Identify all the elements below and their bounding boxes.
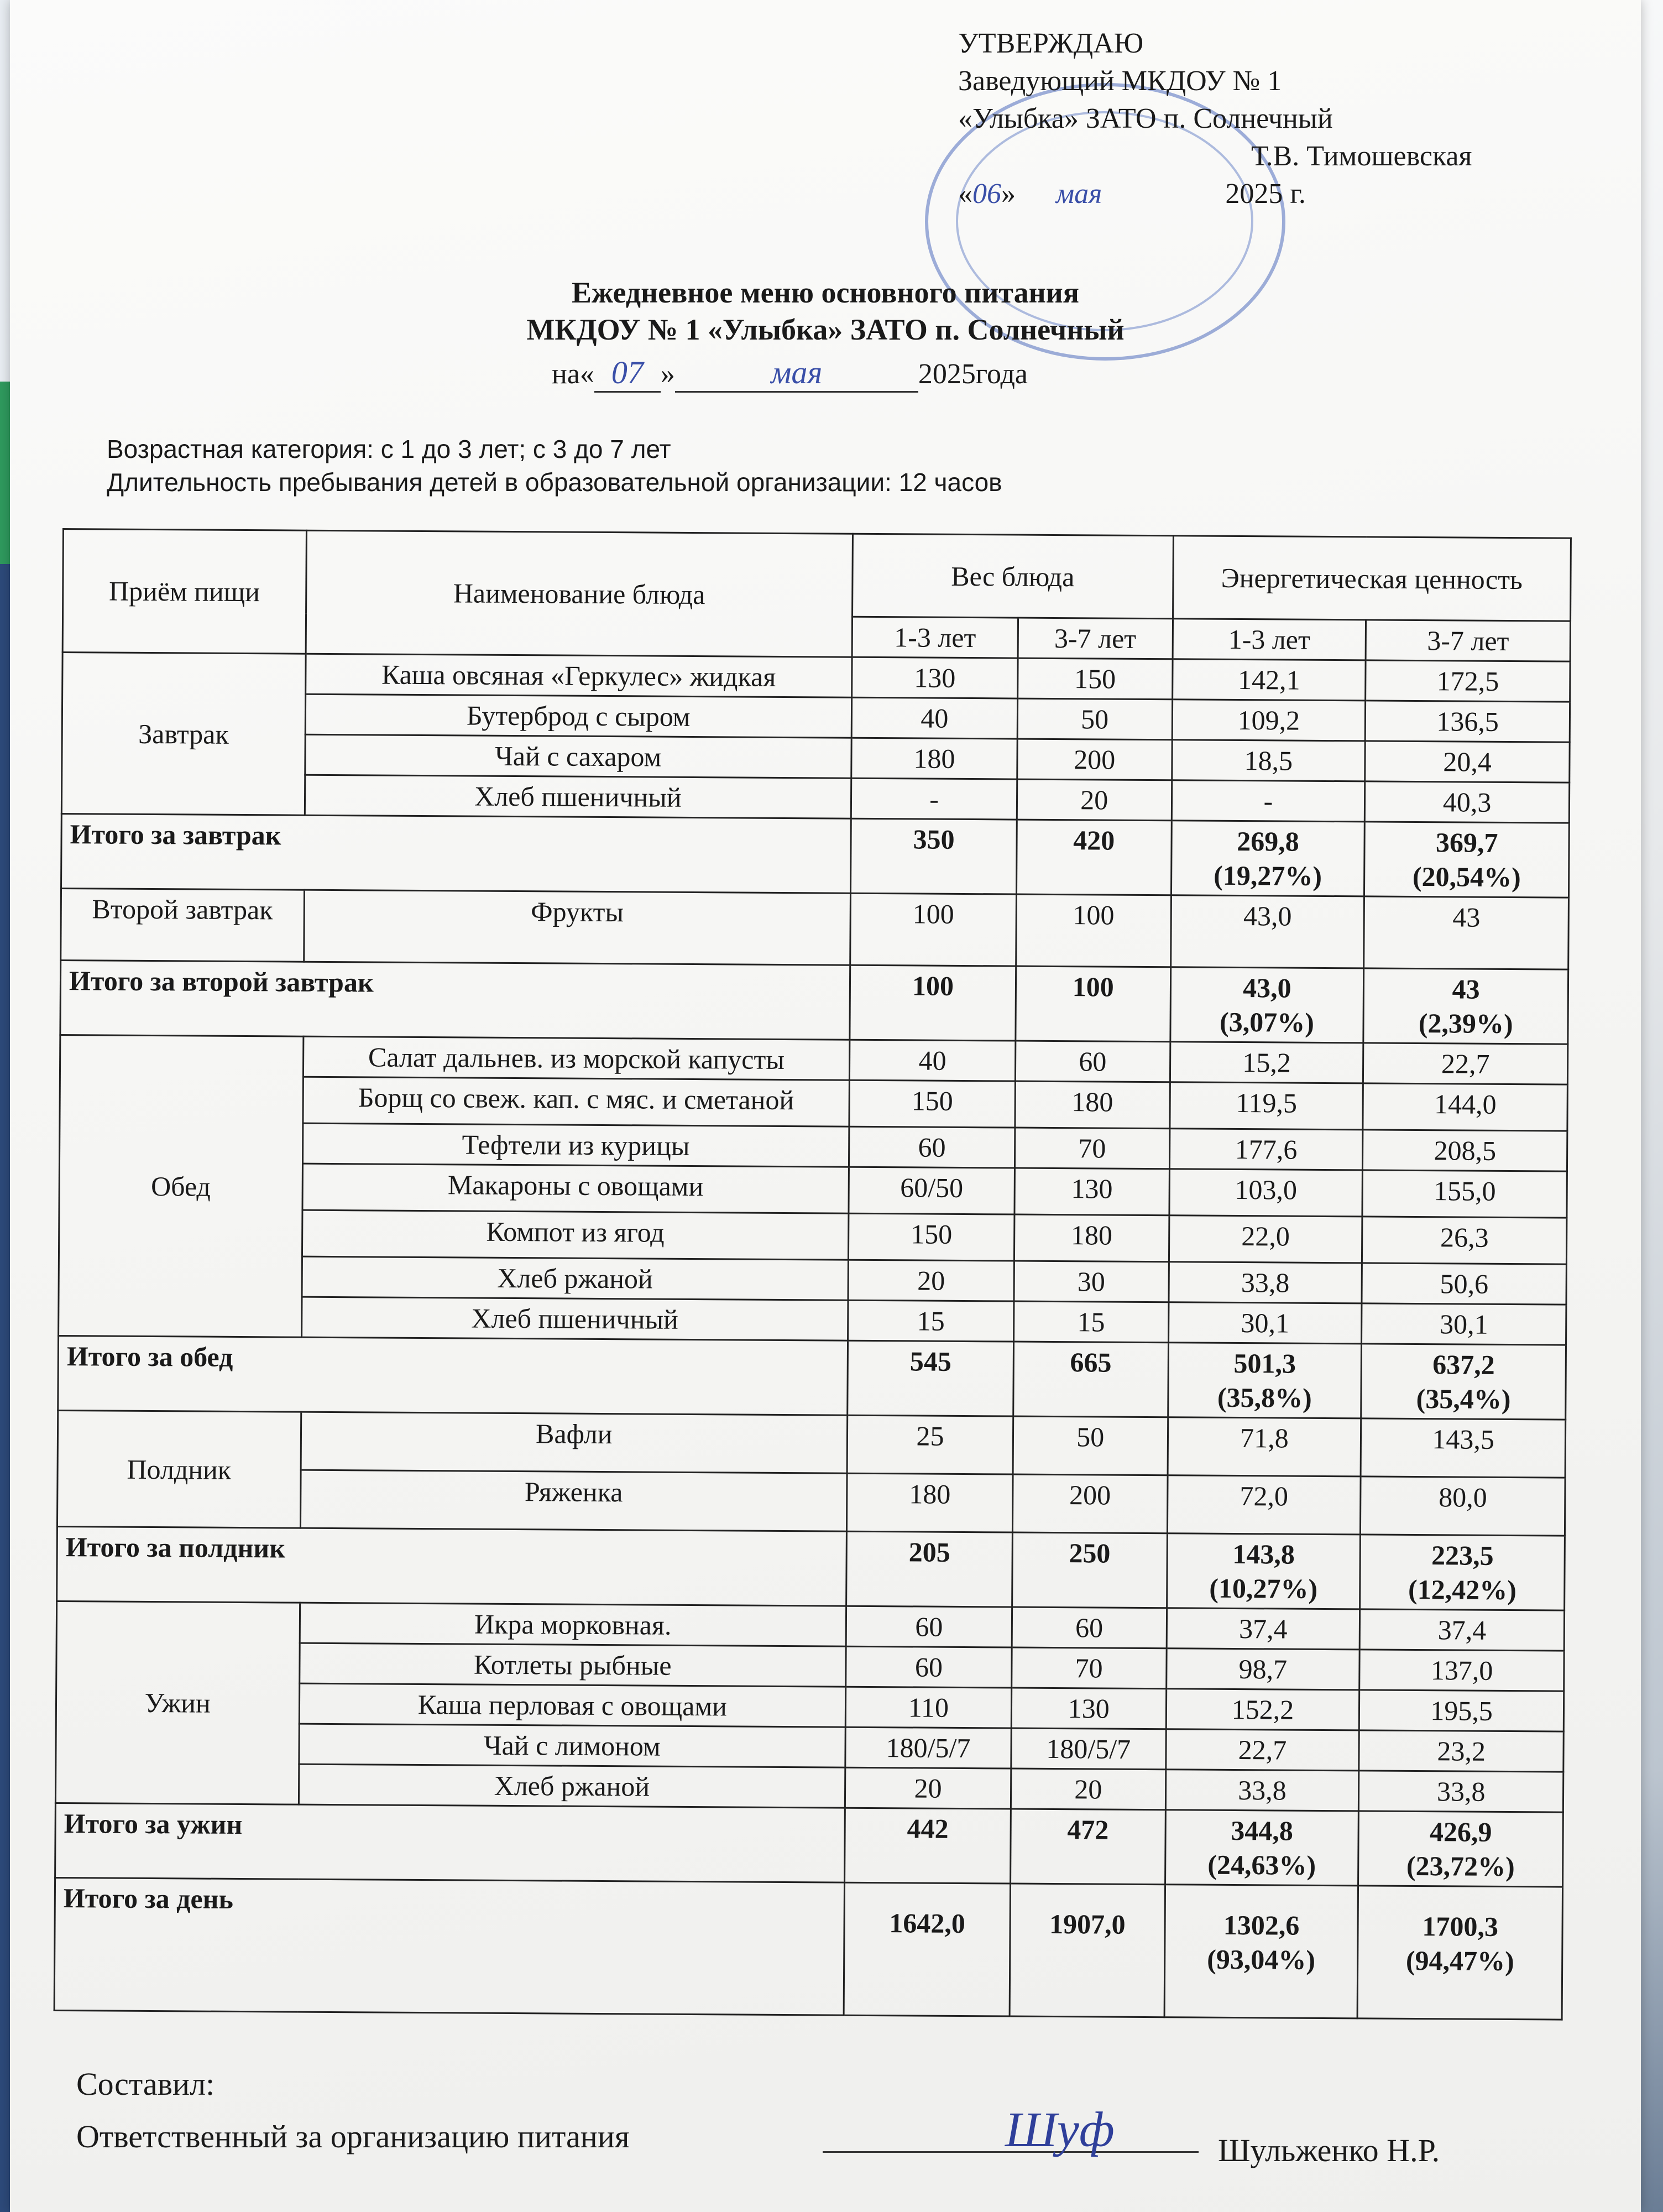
approval-block: [958, 25, 1472, 213]
cell: 130: [1011, 1688, 1166, 1729]
cell: 20: [1017, 779, 1172, 821]
cell: 100: [1016, 966, 1171, 1042]
cell: 195,5: [1359, 1690, 1564, 1731]
cell: 180/5/7: [1011, 1728, 1166, 1770]
cell: 30: [1014, 1261, 1169, 1302]
cell: 150: [1017, 658, 1172, 700]
cell: 665: [1013, 1342, 1169, 1417]
cell: 22,0: [1169, 1215, 1362, 1263]
meal-name: Ужин: [55, 1601, 300, 1804]
dish-name: Борщ со свеж. кап. с мяс. и сметаной: [302, 1077, 849, 1126]
cell: 43,0 (3,07%): [1170, 967, 1364, 1043]
cell: 110: [845, 1687, 1011, 1728]
approval-day-handwritten: 06: [972, 178, 1001, 210]
cell: 20: [1011, 1768, 1165, 1810]
total-label: Итого за ужин: [55, 1803, 845, 1882]
table-row: [60, 1035, 1567, 1084]
document-subtitle: МКДОУ № 1 «Улыбка» ЗАТО п. Солнечный: [526, 313, 1125, 346]
date-day-handwritten: 07: [594, 354, 661, 393]
cell: 223,5 (12,42%): [1360, 1535, 1565, 1610]
cell: 33,8: [1359, 1771, 1563, 1812]
total-row: [57, 1526, 1565, 1610]
cell: 130: [1014, 1168, 1169, 1215]
cell: 180: [1014, 1214, 1169, 1262]
dish-name: Икра морковная.: [300, 1603, 846, 1646]
cell: 26,3: [1362, 1217, 1567, 1264]
cell: 30,1: [1168, 1302, 1362, 1344]
cell: 350: [851, 818, 1017, 894]
cell: 205: [846, 1531, 1013, 1607]
cell: 344,8 (24,63%): [1165, 1810, 1359, 1886]
dish-name: Чай с сахаром: [305, 734, 851, 778]
header-weight: Вес блюда: [853, 534, 1173, 619]
dish-name: Салат дальнев. из морской капусты: [303, 1036, 850, 1080]
cell: 637,2 (35,4%): [1361, 1344, 1566, 1420]
cell: 208,5: [1363, 1130, 1567, 1171]
cell: 200: [1017, 739, 1172, 780]
table-row: [57, 1410, 1566, 1478]
cell: 100: [850, 893, 1017, 966]
cell: 150: [849, 1213, 1014, 1261]
dish-name: Фрукты: [304, 890, 850, 965]
approval-date: «06» мая 2025 г.: [958, 178, 1306, 210]
cell: 143,5: [1361, 1418, 1565, 1478]
dish-name: Каша овсяная «Геркулес» жидкая: [305, 654, 852, 697]
cell: 137,0: [1359, 1650, 1564, 1691]
cell: 43,0: [1170, 895, 1364, 968]
day-total-row: [54, 1877, 1562, 2020]
cell: 60/50: [849, 1167, 1014, 1214]
cell: 150: [849, 1080, 1015, 1128]
cell: 43: [1364, 896, 1568, 969]
total-label: Итого за день: [54, 1877, 845, 2015]
total-label: Итого за обед: [58, 1335, 848, 1415]
cell: 172,5: [1366, 660, 1570, 702]
cell: 60: [846, 1646, 1012, 1688]
header-age: 1-3 лет: [852, 617, 1018, 658]
header-age: 3-7 лет: [1366, 620, 1570, 661]
cell: 20: [848, 1260, 1014, 1301]
cell: 40,3: [1365, 781, 1570, 823]
cell: 180: [1015, 1081, 1170, 1129]
cell: 100: [1016, 894, 1172, 967]
stay-duration: Длительность пребывания детей в образовательной организации: 12 часов: [107, 468, 1002, 497]
dish-name: Компот из ягод: [302, 1210, 849, 1260]
cell: 60: [1012, 1607, 1167, 1648]
dish-name: Хлеб пшеничный: [305, 775, 851, 818]
header-dish: Наименование блюда: [306, 530, 853, 657]
cell: 200: [1012, 1474, 1167, 1533]
table-row: [62, 653, 1570, 702]
cell: 18,5: [1172, 740, 1365, 781]
cell: 144,0: [1363, 1083, 1567, 1131]
dish-name: Котлеты рыбные: [299, 1643, 846, 1687]
dish-name: Каша перловая с овощами: [299, 1683, 846, 1727]
cell: 33,8: [1165, 1770, 1359, 1811]
document-title: Ежедневное меню основного питания: [571, 276, 1080, 309]
dish-name: Хлеб пшеничный: [301, 1297, 848, 1340]
cell: 60: [849, 1126, 1015, 1168]
cell: 37,4: [1167, 1608, 1360, 1650]
cell: 420: [1016, 820, 1172, 895]
cell: 152,2: [1166, 1689, 1359, 1730]
cell: 180: [851, 738, 1017, 779]
cell: 15: [848, 1300, 1014, 1342]
menu-date: на« 07 » мая 2025года: [552, 354, 1028, 393]
responsible-name: Шульженко Н.Р.: [1218, 2132, 1440, 2168]
cell: 130: [852, 657, 1018, 698]
cell: 1700,3 (94,47%): [1357, 1886, 1562, 2020]
handwritten-signature: Шуф: [1005, 2103, 1115, 2157]
dish-name: Вафли: [301, 1412, 848, 1473]
dish-name: Бутерброд с сыром: [305, 694, 852, 738]
cell: 71,8: [1168, 1417, 1361, 1477]
cell: 50: [1013, 1416, 1168, 1475]
cell: 180/5/7: [845, 1727, 1011, 1768]
cell: 60: [1015, 1041, 1170, 1082]
cell: 269,8 (19,27%): [1171, 821, 1365, 896]
header-energy: Энергетическая ценность: [1173, 536, 1571, 621]
table-header-row: [63, 529, 1571, 622]
cell: 109,2: [1172, 700, 1366, 741]
cell: 501,3 (35,8%): [1168, 1343, 1362, 1418]
dish-name: Чай с лимоном: [299, 1724, 845, 1767]
cell: 155,0: [1362, 1170, 1567, 1218]
cell: 119,5: [1169, 1082, 1363, 1130]
menu-table: [54, 528, 1572, 2021]
cell: 70: [1014, 1128, 1169, 1169]
cell: 545: [848, 1340, 1014, 1416]
cell: 180: [847, 1473, 1013, 1532]
total-row: [61, 813, 1570, 898]
responsible-position: Ответственный за организацию питания: [76, 2119, 630, 2154]
cell: 143,8 (10,27%): [1167, 1533, 1361, 1609]
header-age: 3-7 лет: [1018, 618, 1173, 659]
cell: 20: [845, 1767, 1011, 1809]
cell: 15,2: [1170, 1042, 1363, 1083]
cell: 50,6: [1362, 1263, 1566, 1305]
table-row: [61, 888, 1569, 969]
approval-organization: «Улыбка» ЗАТО п. Солнечный: [958, 103, 1333, 134]
dish-name: Хлеб ржаной: [299, 1764, 845, 1808]
cell: 15: [1013, 1301, 1168, 1343]
cell: 25: [847, 1415, 1013, 1474]
approval-title: УТВЕРЖДАЮ: [958, 28, 1144, 59]
cell: 1302,6 (93,04%): [1164, 1885, 1358, 2018]
total-row: [55, 1803, 1563, 1887]
meal-name: Завтрак: [61, 653, 305, 816]
cell: -: [851, 778, 1017, 820]
cell: 72,0: [1167, 1475, 1361, 1535]
dish-name: Макароны с овощами: [302, 1164, 849, 1213]
date-month-handwritten: мая: [675, 354, 918, 393]
age-category: Возрастная категория: с 1 до 3 лет; с 3 до 7 лет: [107, 435, 671, 463]
cell: 98,7: [1166, 1648, 1359, 1690]
cell: 136,5: [1365, 701, 1570, 742]
cell: 1642,0: [844, 1882, 1010, 2016]
dish-name: Тефтели из курицы: [302, 1123, 849, 1167]
meal-name: Обед: [59, 1035, 304, 1337]
approval-position: Заведующий МКДОУ № 1: [958, 65, 1282, 97]
approval-month-handwritten: мая: [1056, 178, 1102, 210]
header-age: 1-3 лет: [1173, 619, 1366, 660]
cell: 70: [1012, 1647, 1167, 1689]
total-row: [60, 960, 1568, 1044]
cell: 250: [1012, 1532, 1167, 1608]
cell: 100: [850, 965, 1016, 1041]
cell: 442: [845, 1808, 1011, 1884]
menu-document: [10, 0, 1641, 2212]
cell: 142,1: [1172, 659, 1366, 701]
total-label: Итого за полдник: [57, 1526, 847, 1606]
cell: 40: [850, 1040, 1016, 1081]
cell: 23,2: [1359, 1730, 1563, 1772]
header-meal: Приём пищи: [62, 529, 306, 654]
cell: 30,1: [1362, 1303, 1566, 1345]
table-row: [56, 1601, 1564, 1651]
approval-signer: Т.В. Тимошевская: [1251, 140, 1472, 172]
cell: 20,4: [1365, 741, 1570, 782]
cell: 50: [1017, 698, 1172, 740]
cell: 369,7 (20,54%): [1364, 822, 1570, 898]
cell: 80,0: [1361, 1477, 1565, 1536]
total-label: Итого за второй завтрак: [60, 960, 850, 1040]
cell: 472: [1010, 1809, 1165, 1885]
cell: 426,9 (23,72%): [1358, 1811, 1563, 1887]
meal-name: Второй завтрак: [61, 888, 304, 962]
meal-name: Полдник: [57, 1410, 301, 1528]
cell: -: [1172, 780, 1365, 822]
total-label: Итого за завтрак: [61, 813, 851, 893]
composed-label: Составил:: [76, 2066, 215, 2102]
cell: 33,8: [1169, 1262, 1362, 1303]
cell: 37,4: [1359, 1609, 1564, 1651]
cell: 43 (2,39%): [1363, 968, 1568, 1044]
cell: 103,0: [1169, 1169, 1363, 1217]
cell: 1907,0: [1010, 1884, 1165, 2017]
dish-name: Ряженка: [300, 1470, 847, 1531]
cell: 22,7: [1165, 1729, 1359, 1771]
total-row: [58, 1335, 1566, 1420]
cell: 22,7: [1363, 1043, 1568, 1084]
cell: 40: [851, 697, 1017, 739]
cell: 60: [846, 1606, 1012, 1647]
dish-name: Хлеб ржаной: [302, 1256, 849, 1300]
cell: 177,6: [1169, 1129, 1363, 1170]
